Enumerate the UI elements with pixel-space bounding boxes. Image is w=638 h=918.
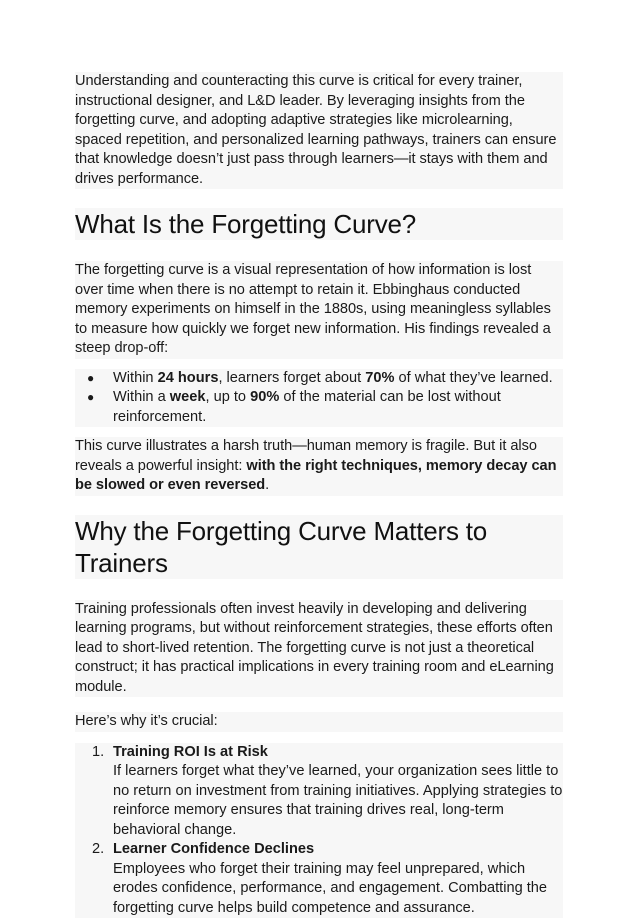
list-item-text: Employees who forget their training may feel unprepared, which erodes confidence, performance, and engagement. Combatting the forgetting curve helps build competence and assurance. [113,861,547,916]
list-item-title: Training ROI Is at Risk [113,744,268,760]
document-body [75,72,563,918]
bullet-text: , learners forget about [218,370,365,386]
list-number: 1. [92,743,104,763]
bullet-bold: 90% [250,389,279,405]
bullet-text: Within a [113,389,170,405]
bullet-bold: 24 hours [158,370,219,386]
intro-paragraph: Understanding and counteracting this curve is critical for every trainer, instructional designer, and L&D leader. By leveraging insights from the forgetting curve, and adopting adaptive strategies like microlearning, spaced repetition, and personalized learning pathways, trainers can ensure that knowledge doesn’t just pass through learners—it stays with them and drives performance. [75,72,563,189]
reasons-numbered-list [75,743,563,918]
truth-text: This curve illustrates a harsh truth—human memory is fragile. But it also reveals a powerful insight: [75,438,537,474]
training-paragraph: Training professionals often invest heavily in developing and delivering learning programs, but without reinforcement strategies, these efforts often lead to short-lived retention. The forgetting curve is not just a theoretical construct; it has practical implications in every training room and eLearning module. [75,600,563,698]
list-item-text: If learners forget what they’ve learned, your organization sees little to no return on investment from training initiatives. Applying strategies to reinforce memory ensures that training drives real, long-term behavioral change. [113,763,562,838]
bullet-icon: ● [87,388,94,408]
bullet-bold: 70% [365,370,394,386]
bullet-bold: week [170,389,206,405]
bullet-text: , up to [205,389,250,405]
bullet-text: of what they’ve learned. [395,370,553,386]
bullet-item-week [75,388,563,427]
heading-what-is-forgetting-curve: What Is the Forgetting Curve? [75,208,563,240]
truth-end: . [265,477,269,493]
bullet-text: of the material can be lost without reinforcement. [113,389,501,425]
crucial-lead: Here’s why it’s crucial: [75,712,563,732]
truth-paragraph [75,437,563,496]
bullet-text: Within [113,370,158,386]
heading-why-it-matters: Why the Forgetting Curve Matters to Trainers [75,515,563,579]
list-item-title: Learner Confidence Declines [113,841,314,857]
list-item-confidence [75,840,563,918]
list-number: 2. [92,840,104,860]
bullet-icon: ● [87,369,94,389]
truth-bold: with the right techniques, memory decay can be slowed or even reversed [75,458,556,494]
bullet-item-24-hours [75,369,563,389]
list-item-roi [75,743,563,841]
findings-bullet-list [75,369,563,428]
definition-paragraph: The forgetting curve is a visual representation of how information is lost over time when there is no attempt to retain it. Ebbinghaus conducted memory experiments on himself in the 1880s, using meaningless syllables to measure how quickly we forget new information. His findings revealed a steep drop-off: [75,261,563,359]
